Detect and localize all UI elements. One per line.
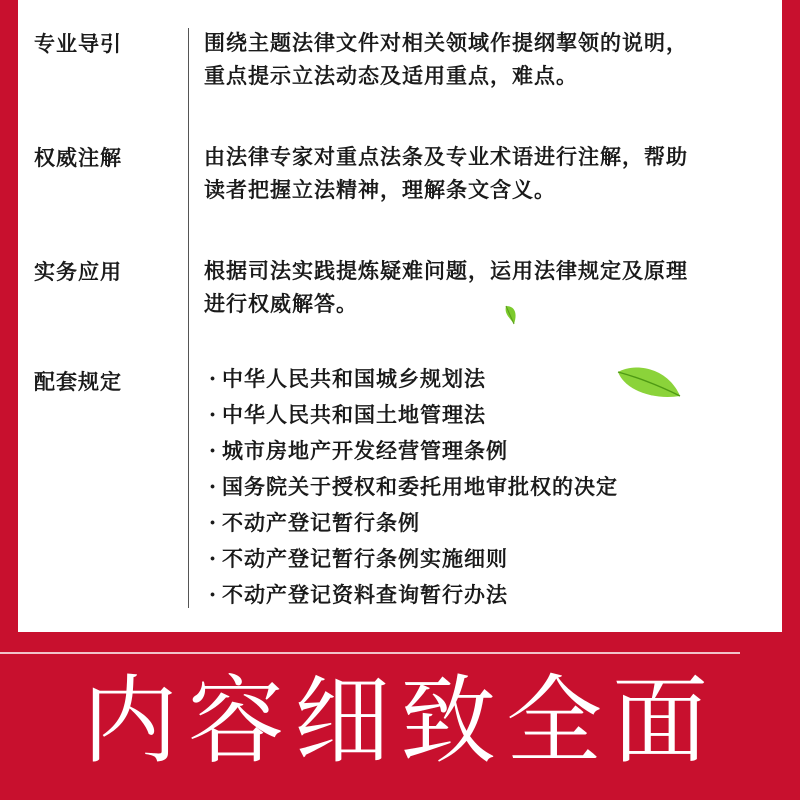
section-desc-practice xyxy=(204,254,764,320)
list-item xyxy=(204,577,618,613)
desc-line: 围绕主题法律文件对相关领域作提纲挈领的说明， xyxy=(204,30,688,55)
bullet: · xyxy=(208,438,218,463)
related-regulations-list xyxy=(204,361,618,613)
list-item-text: 中华人民共和国城乡规划法 xyxy=(222,366,486,391)
list-item-text: 国务院关于授权和委托用地审批权的决定 xyxy=(222,474,618,499)
section-desc-guide xyxy=(204,26,764,92)
list-item-text: 不动产登记暂行条例实施细则 xyxy=(222,546,508,571)
desc-line: 由法律专家对重点法条及专业术语进行注解，帮助 xyxy=(204,144,688,169)
bullet: · xyxy=(208,546,218,571)
desc-line: 读者把握立法精神，理解条文含义。 xyxy=(204,177,556,202)
list-item xyxy=(204,541,618,577)
bullet: · xyxy=(208,510,218,535)
list-item-text: 中华人民共和国土地管理法 xyxy=(222,402,486,427)
bullet: · xyxy=(208,366,218,391)
list-item xyxy=(204,469,618,505)
list-item xyxy=(204,505,618,541)
desc-line: 进行权威解答。 xyxy=(204,291,358,316)
banner-separator xyxy=(0,652,740,654)
section-label-practice: 实务应用 xyxy=(34,259,122,284)
list-item xyxy=(204,361,618,397)
bullet: · xyxy=(208,582,218,607)
vertical-divider xyxy=(188,28,189,608)
list-item-text: 不动产登记暂行条例 xyxy=(222,510,420,535)
leaf-icon xyxy=(502,304,522,326)
list-item xyxy=(204,397,618,433)
bullet: · xyxy=(208,402,218,427)
leaf-icon xyxy=(616,364,682,400)
bullet: · xyxy=(208,474,218,499)
list-item xyxy=(204,433,618,469)
section-label-annotation: 权威注解 xyxy=(34,145,122,170)
list-item-text: 不动产登记资料查询暂行办法 xyxy=(222,582,508,607)
content-panel xyxy=(18,0,782,632)
section-label-related: 配套规定 xyxy=(34,369,122,394)
desc-line: 根据司法实践提炼疑难问题，运用法律规定及原理 xyxy=(204,258,688,283)
list-item-text: 城市房地产开发经营管理条例 xyxy=(222,438,508,463)
banner-title: 内容细致全面 xyxy=(82,665,718,777)
desc-line: 重点提示立法动态及适用重点，难点。 xyxy=(204,63,578,88)
section-label-guide: 专业导引 xyxy=(34,31,122,56)
section-desc-annotation xyxy=(204,140,764,206)
